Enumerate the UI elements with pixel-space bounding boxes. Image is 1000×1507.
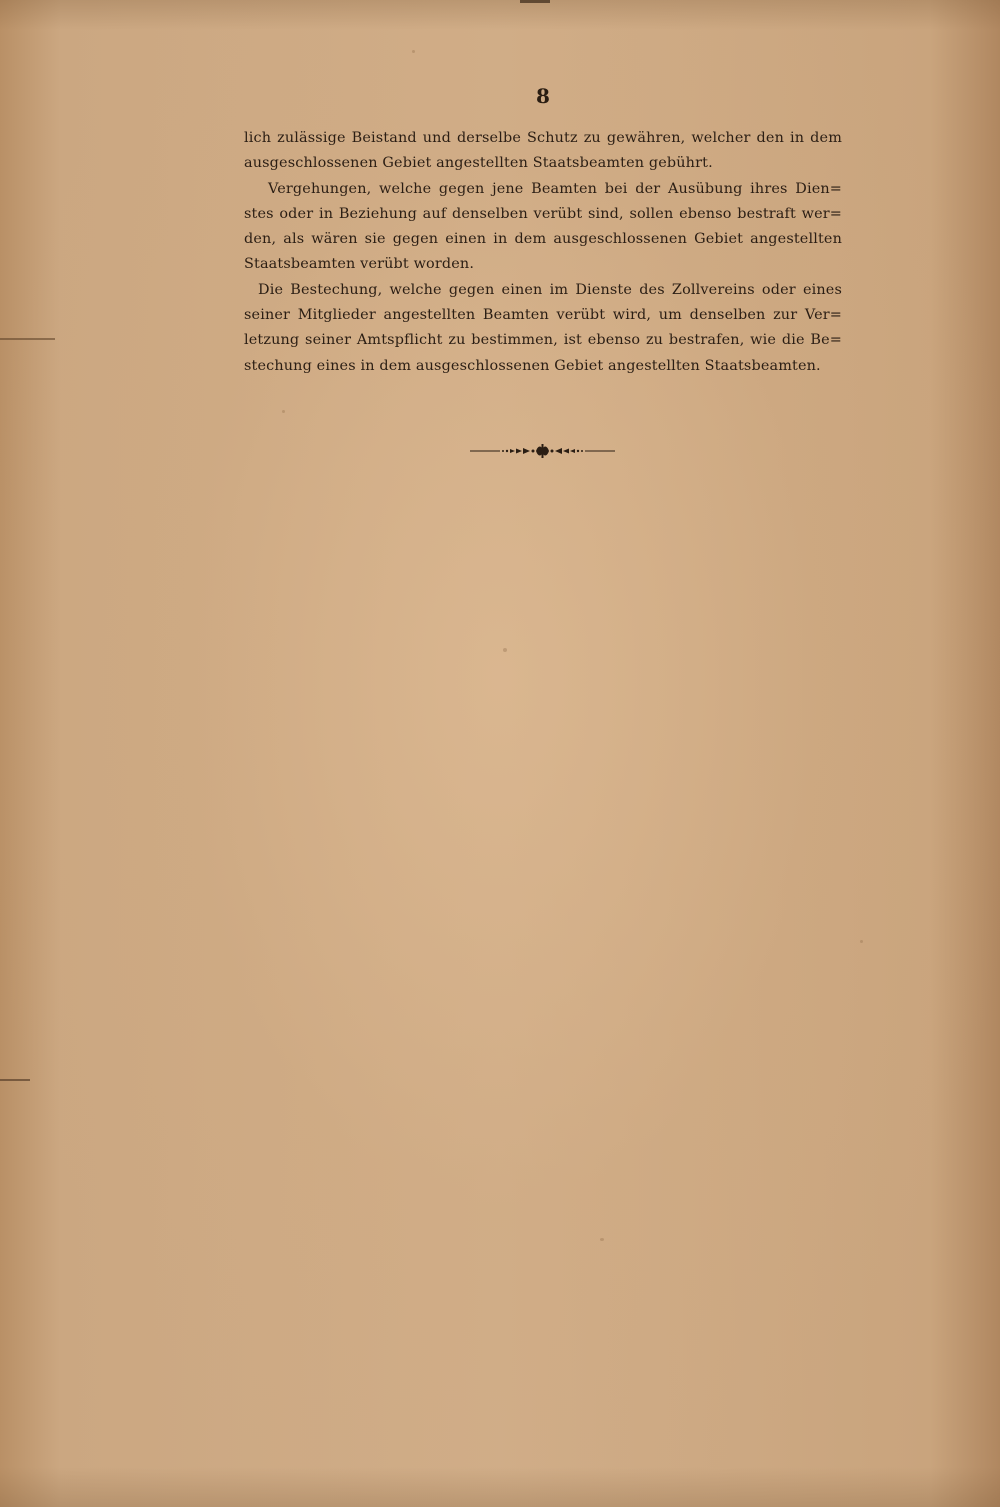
text-line: den, als wären sie gegen einen in dem ausgeschlossenen Gebiet angestellten: [244, 231, 842, 248]
paper-speck: [282, 410, 285, 413]
bottom-edge-shading: [0, 1467, 1000, 1507]
text-line: seiner Mitglieder angestellten Beamten verübt wird, um denselben zur Ver=: [244, 307, 842, 324]
text-line: Staatsbeamten verübt worden.: [244, 256, 475, 273]
paper-speck: [412, 50, 415, 53]
ornament-divider: [470, 443, 615, 459]
left-edge-mark: [0, 338, 55, 340]
text-line: letzung seiner Amtspflicht zu bestimmen, ist ebenso zu bestrafen, wie die Be=: [244, 332, 842, 349]
text-line: Vergehungen, welche gegen jene Beamten bei der Ausübung ihres Dien=: [268, 180, 842, 197]
paragraph-1: [244, 126, 842, 177]
paper-speck: [600, 1238, 604, 1241]
paragraph-3: [244, 278, 842, 379]
left-edge-mark: [0, 1079, 30, 1081]
top-edge-shading: [0, 0, 1000, 30]
body-text: [244, 126, 842, 379]
paper-speck: [860, 940, 863, 943]
text-line: stechung eines in dem ausgeschlossenen Gebiet angestellten Staatsbeamten.: [244, 357, 821, 374]
text-line: ausgeschlossenen Gebiet angestellten Staatsbeamten gebührt.: [244, 155, 713, 172]
top-edge-mark: [520, 0, 550, 3]
text-line: lich zulässige Beistand und derselbe Schutz zu gewähren, welcher den in dem: [244, 130, 842, 146]
text-line: Die Bestechung, welche gegen einen im Dienste des Zollvereins oder eines: [258, 281, 842, 298]
text-line: stes oder in Beziehung auf denselben verübt sind, sollen ebenso bestraft wer=: [244, 205, 842, 222]
paragraph-2: [244, 177, 842, 278]
page-number: 8: [536, 84, 550, 108]
paper-speck: [503, 648, 507, 652]
